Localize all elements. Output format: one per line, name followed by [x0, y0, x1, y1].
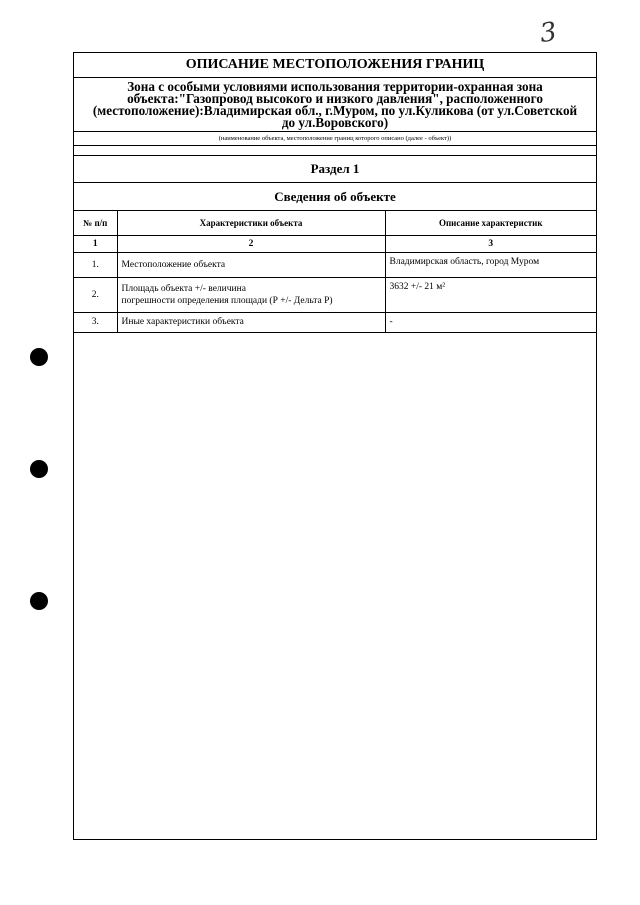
column-number: 2 [117, 235, 385, 252]
row-characteristic [117, 277, 385, 312]
column-number: 1 [74, 235, 117, 252]
section-title: Раздел 1 [74, 156, 596, 183]
characteristic-line: Иные характеристики объекта [121, 317, 244, 327]
zone-line: до ул.Воровского) [281, 115, 389, 130]
row-description: 3632 +/- 21 м² [385, 277, 596, 312]
row-description: Владимирская область, город Муром [385, 252, 596, 277]
characteristic-line: Площадь объекта +/- величина [121, 283, 246, 294]
header-number: № п/п [74, 211, 117, 235]
header-description: Описание характеристик [385, 211, 596, 235]
table-row [74, 312, 596, 332]
document-sheet [73, 52, 597, 840]
object-info-table [74, 211, 596, 333]
object-caption: (наименование объекта, местоположение границ которого описано (далее - объект)) [74, 132, 596, 146]
document-title: ОПИСАНИЕ МЕСТОПОЛОЖЕНИЯ ГРАНИЦ [74, 53, 596, 78]
zone-description [74, 78, 596, 132]
column-number: 3 [385, 235, 596, 252]
table-row [74, 277, 596, 312]
punch-hole [30, 460, 48, 478]
row-number: 1. [74, 252, 117, 277]
row-number: 2. [74, 277, 117, 312]
header-characteristic: Характеристики объекта [117, 211, 385, 235]
characteristic-line: погрешности определения площади (Р +/- Дельта Р) [121, 295, 333, 306]
info-title: Сведения об объекте [74, 183, 596, 211]
column-number-row [74, 235, 596, 252]
table-header-row [74, 211, 596, 235]
handwritten-page-number: 3 [537, 16, 559, 50]
zone-line: объекта:"Газопровод высокого и низкого давления", расположенного [127, 91, 543, 106]
characteristic-line: Местоположение объекта [121, 259, 226, 270]
row-characteristic [117, 252, 385, 277]
row-characteristic [117, 312, 385, 332]
zone-line: Зона с особыми условиями использования территории-охранная зона [127, 79, 543, 94]
row-description: - [385, 312, 596, 332]
spacer [74, 146, 596, 156]
row-number: 3. [74, 312, 117, 332]
punch-hole [30, 348, 48, 366]
table-row [74, 252, 596, 277]
zone-line: (местоположение):Владимирская обл., г.Муром, по ул.Куликова (от ул.Советской [92, 103, 578, 118]
punch-hole [30, 592, 48, 610]
